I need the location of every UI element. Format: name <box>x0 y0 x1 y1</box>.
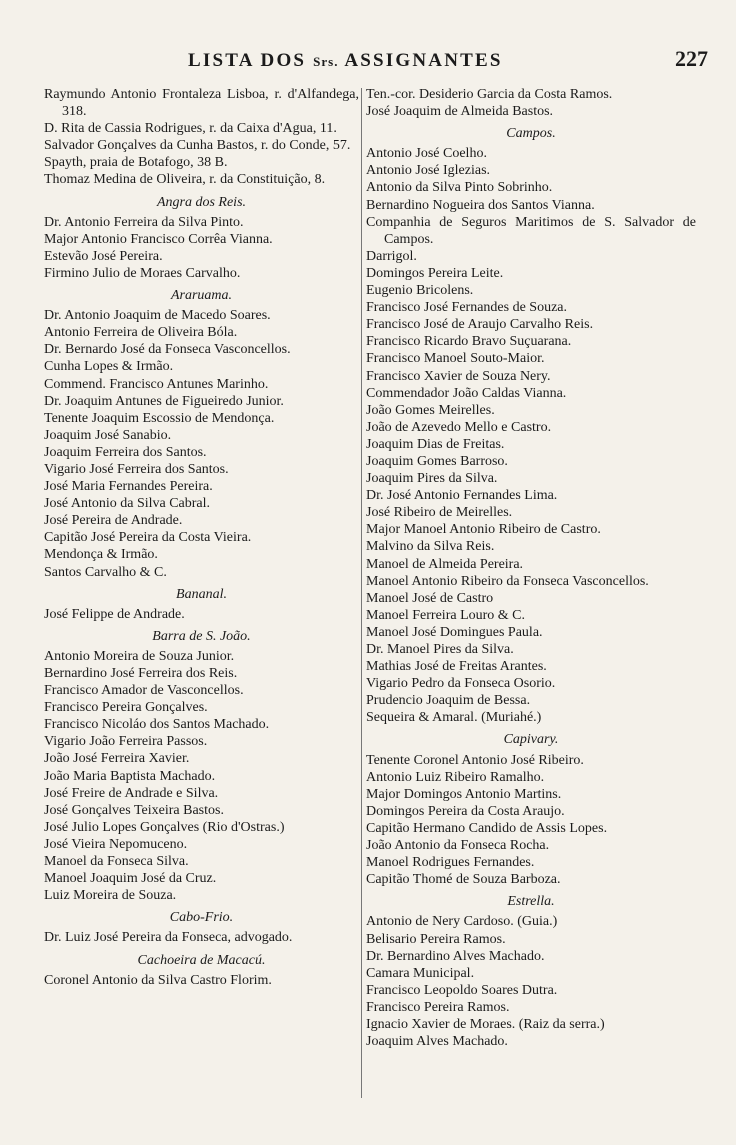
subscriber-entry: José Pereira de Andrade. <box>44 513 183 529</box>
left-column <box>44 86 359 989</box>
subscriber-entry: João Gomes Meirelles. <box>366 402 495 418</box>
subscriber-entry: Joaquim José Sanabio. <box>44 427 172 443</box>
title-small: Srs. <box>313 54 339 69</box>
subscriber-entry: Bernardino José Ferreira dos Reis. <box>44 666 238 681</box>
subscriber-entry: Commendador João Caldas Vianna. <box>366 385 567 401</box>
subscriber-entry: Dr. Bernardo José da Fonseca Vasconcellos. <box>44 342 291 358</box>
subscriber-entry: Camara Municipal. <box>366 965 475 981</box>
subscriber-entry: Manoel José Domingues Paula. <box>366 624 543 640</box>
subscriber-entry: Commend. Francisco Antunes Marinho. <box>44 376 269 392</box>
subscriber-entry: Joaquim Ferreira dos Santos. <box>44 444 207 460</box>
subscriber-entry: Manoel José de Castro <box>366 590 494 606</box>
subscriber-entry: Antonio José Iglezias. <box>366 163 491 179</box>
subscriber-entry: Belisario Pereira Ramos. <box>366 931 506 947</box>
subscriber-entry: Francisco Leopoldo Soares Dutra. <box>366 982 558 998</box>
subscriber-entry: Antonio da Silva Pinto Sobrinho. <box>366 180 553 196</box>
subscriber-entry: Francisco Xavier de Souza Nery. <box>366 368 551 384</box>
subscriber-entry: Domingos Pereira Leite. <box>366 265 504 281</box>
subscriber-entry: Major Domingos Antonio Martins. <box>366 786 562 802</box>
subscriber-entry: Dr. Luiz José Pereira da Fonseca, advogado. <box>44 930 293 946</box>
subscriber-entry: José Maria Fernandes Pereira. <box>44 479 213 495</box>
subscriber-entry: Estevão José Pereira. <box>44 248 163 264</box>
title-main: LISTA DOS <box>188 50 314 71</box>
subscriber-entry: Darrigol. <box>366 248 417 264</box>
place-heading: Araruama. <box>170 288 233 304</box>
subscriber-entry: Spayth, praia de Botafogo, 38 B. <box>44 155 228 171</box>
subscriber-entry: João José Ferreira Xavier. <box>44 751 190 767</box>
subscriber-entry: Mendonça & Irmão. <box>44 547 158 563</box>
subscriber-entry: Manoel Joaquim José da Cruz. <box>44 871 217 887</box>
subscriber-entry: Antonio Moreira de Souza Junior. <box>44 648 235 664</box>
place-heading: Cachoeira de Macacú. <box>137 952 266 968</box>
subscriber-entry: D. Rita de Cassia Rodrigues, r. da Caixa d'Agua, 11. <box>44 121 337 137</box>
subscriber-entry: João de Azevedo Mello e Castro. <box>366 419 552 435</box>
subscriber-entry: Antonio de Nery Cardoso. (Guia.) <box>366 914 558 930</box>
subscriber-entry: José Freire de Andrade e Silva. <box>44 785 219 801</box>
place-heading: Estrella. <box>507 894 555 910</box>
subscriber-entry: Salvador Gonçalves da Cunha Bastos, r. do Conde, 57. <box>44 138 351 154</box>
page-number: 227 <box>675 46 708 71</box>
subscriber-entry: Ten.-cor. Desiderio Garcia da Costa Ramos. <box>366 87 613 102</box>
subscriber-entry: Major Manoel Antonio Ribeiro de Castro. <box>366 522 601 538</box>
subscriber-entry: Mathias José de Freitas Arantes. <box>366 659 547 675</box>
subscriber-entry: Francisco Nicoláo dos Santos Machado. <box>44 717 270 733</box>
right-column <box>366 86 696 1050</box>
column-divider <box>361 88 362 1098</box>
subscriber-entry: Francisco Pereira Ramos. <box>366 999 510 1015</box>
subscriber-entry: Vigario Pedro da Fonseca Osorio. <box>366 676 556 692</box>
subscriber-entry: Antonio Luiz Ribeiro Ramalho. <box>366 769 545 785</box>
subscriber-entry: José Vieira Nepomuceno. <box>44 836 188 852</box>
subscriber-entry: Francisco Manoel Souto-Maior. <box>366 351 545 367</box>
subscriber-entry: Sequeira & Amaral. (Muriahé.) <box>366 710 542 726</box>
subscriber-entry: Cunha Lopes & Irmão. <box>44 359 174 375</box>
subscriber-entry: Companhia de Seguros Maritimos de S. Salvador de Campos. <box>366 214 696 247</box>
subscriber-entry: Manoel de Almeida Pereira. <box>366 556 524 572</box>
page-title <box>188 50 503 72</box>
place-heading: Angra dos Reis. <box>156 194 247 210</box>
subscriber-entry: José Antonio da Silva Cabral. <box>44 496 211 512</box>
subscriber-entry: Francisco Pereira Gonçalves. <box>44 700 208 716</box>
subscriber-entry: Capitão José Pereira da Costa Vieira. <box>44 530 252 546</box>
subscriber-entry: Vigario José Ferreira dos Santos. <box>44 461 229 477</box>
subscriber-entry: Malvino da Silva Reis. <box>366 539 495 555</box>
place-heading: Capivary. <box>503 732 559 748</box>
subscriber-entry: José Felippe de Andrade. <box>44 606 185 622</box>
subscriber-entry: Santos Carvalho & C. <box>44 564 167 580</box>
subscriber-entry: Joaquim Alves Machado. <box>366 1034 508 1050</box>
subscriber-entry: Dr. Bernardino Alves Machado. <box>366 948 545 964</box>
subscriber-entry: João Maria Baptista Machado. <box>44 768 216 784</box>
subscriber-entry: Joaquim Gomes Barroso. <box>366 453 508 469</box>
subscriber-entry: Capitão Thomé de Souza Barboza. <box>366 872 561 888</box>
subscriber-entry: Coronel Antonio da Silva Castro Florim. <box>44 972 272 988</box>
subscriber-entry: Ignacio Xavier de Moraes. (Raiz da serra.) <box>366 1016 605 1032</box>
subscriber-entry: Eugenio Bricolens. <box>366 283 474 299</box>
subscriber-entry: João Antonio da Fonseca Rocha. <box>366 838 550 854</box>
subscriber-entry: Dr. Manoel Pires da Silva. <box>366 642 514 657</box>
title-end: ASSIGNANTES <box>338 50 503 71</box>
subscriber-entry: Francisco Amador de Vasconcellos. <box>44 683 244 699</box>
subscriber-entry: Tenente Joaquim Escossio de Mendonça. <box>44 410 275 426</box>
place-heading: Bananal. <box>176 586 227 602</box>
subscriber-entry: Prudencio Joaquim de Bessa. <box>366 693 531 709</box>
place-heading: Cabo-Frio. <box>169 910 234 926</box>
subscriber-entry: Bernardino Nogueira dos Santos Vianna. <box>366 197 595 213</box>
subscriber-entry: Antonio José Coelho. <box>366 146 487 162</box>
subscriber-entry: Raymundo Antonio Frontaleza Lisboa, r. d'Alfandega, 318. <box>44 87 359 120</box>
subscriber-entry: Antonio Ferreira de Oliveira Bóla. <box>44 325 238 341</box>
subscriber-entry: Major Antonio Francisco Corrêa Vianna. <box>44 231 273 247</box>
subscriber-entry: José Gonçalves Teixeira Bastos. <box>44 802 224 818</box>
subscriber-entry: José Ribeiro de Meirelles. <box>366 505 513 521</box>
subscriber-entry: Dr. Antonio Joaquim de Macedo Soares. <box>44 308 271 324</box>
subscriber-entry: Tenente Coronel Antonio José Ribeiro. <box>366 752 584 768</box>
subscriber-entry: Joaquim Dias de Freitas. <box>366 436 505 452</box>
subscriber-entry: Francisco Ricardo Bravo Suçuarana. <box>366 334 572 350</box>
place-heading: Barra de S. João. <box>152 628 251 644</box>
subscriber-entry: Dr. Antonio Ferreira da Silva Pinto. <box>44 214 244 230</box>
subscriber-entry: Dr. José Antonio Fernandes Lima. <box>366 488 558 504</box>
subscriber-entry: Francisco José de Araujo Carvalho Reis. <box>366 317 594 333</box>
subscriber-entry: Manoel Antonio Ribeiro da Fonseca Vasconcellos. <box>366 573 649 589</box>
subscriber-entry: Manoel da Fonseca Silva. <box>44 854 189 870</box>
subscriber-entry: Manoel Rodrigues Fernandes. <box>366 855 535 871</box>
subscriber-entry: Luiz Moreira de Souza. <box>44 888 177 904</box>
subscriber-entry: José Joaquim de Almeida Bastos. <box>366 104 554 120</box>
subscriber-entry: Joaquim Pires da Silva. <box>366 471 498 487</box>
subscriber-entry: Manoel Ferreira Louro & C. <box>366 607 526 623</box>
subscriber-entry: Francisco José Fernandes de Souza. <box>366 300 568 316</box>
page-header <box>48 46 708 80</box>
subscriber-entry: Thomaz Medina de Oliveira, r. da Constituição, 8. <box>44 172 326 188</box>
subscriber-entry: Domingos Pereira da Costa Araujo. <box>366 803 565 819</box>
place-heading: Campos. <box>506 126 556 142</box>
subscriber-entry: Capitão Hermano Candido de Assis Lopes. <box>366 820 608 836</box>
subscriber-entry: Vigario João Ferreira Passos. <box>44 734 208 750</box>
subscriber-entry: José Julio Lopes Gonçalves (Rio d'Ostras.) <box>44 819 285 835</box>
subscriber-entry: Dr. Joaquim Antunes de Figueiredo Junior. <box>44 393 284 409</box>
subscriber-entry: Firmino Julio de Moraes Carvalho. <box>44 265 241 281</box>
